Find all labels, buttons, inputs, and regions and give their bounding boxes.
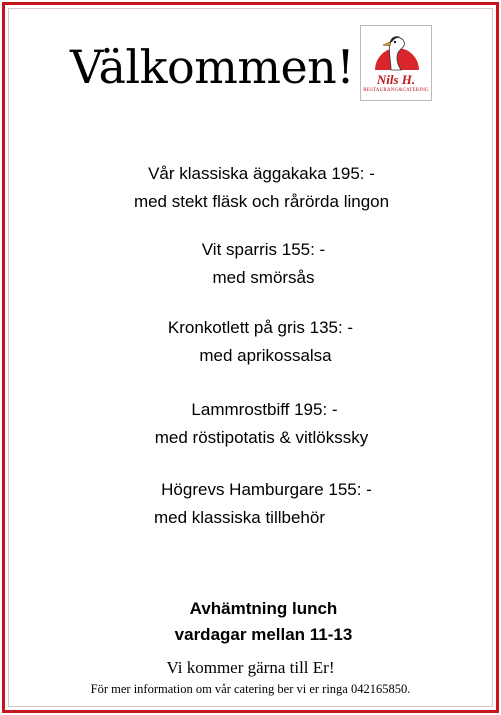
- dish-description: med smörsås: [212, 268, 315, 287]
- pickup-notice: [0, 596, 501, 648]
- menu-item: [0, 476, 501, 532]
- welcome-message: Vi kommer gärna till Er!: [166, 658, 335, 677]
- menu-item: [0, 160, 501, 216]
- restaurant-logo: [360, 25, 432, 101]
- contact-info: För mer information om vår catering ber vi er ringa 042165850.: [90, 682, 411, 696]
- dish-description: med stekt fläsk och rårörda lingon: [133, 192, 390, 211]
- menu-item: [0, 236, 501, 292]
- dish-description: med klassiska tillbehör: [153, 508, 325, 527]
- dish-description: med aprikossalsa: [199, 346, 332, 365]
- dish-name: Lammrostbiff 195: -: [191, 400, 338, 419]
- menu-item: [0, 396, 501, 452]
- logo-subtitle: RESTAURANG&CATERING: [363, 88, 429, 93]
- page-title: Välkommen!: [70, 40, 355, 94]
- dish-name: Kronkotlett på gris 135: -: [167, 318, 354, 337]
- menu-item: [0, 314, 501, 370]
- dish-name: Vit sparris 155: -: [201, 240, 326, 259]
- dish-name: Högrevs Hamburgare 155: -: [161, 480, 372, 499]
- pickup-line-2: vardagar mellan 11-13: [174, 625, 353, 644]
- pickup-line-1: Avhämtning lunch: [189, 599, 338, 618]
- dish-name: Vår klassiska äggakaka 195: -: [148, 164, 375, 183]
- dish-description: med röstipotatis & vitlökssky: [154, 428, 369, 447]
- logo-name: Nils H.: [376, 72, 416, 87]
